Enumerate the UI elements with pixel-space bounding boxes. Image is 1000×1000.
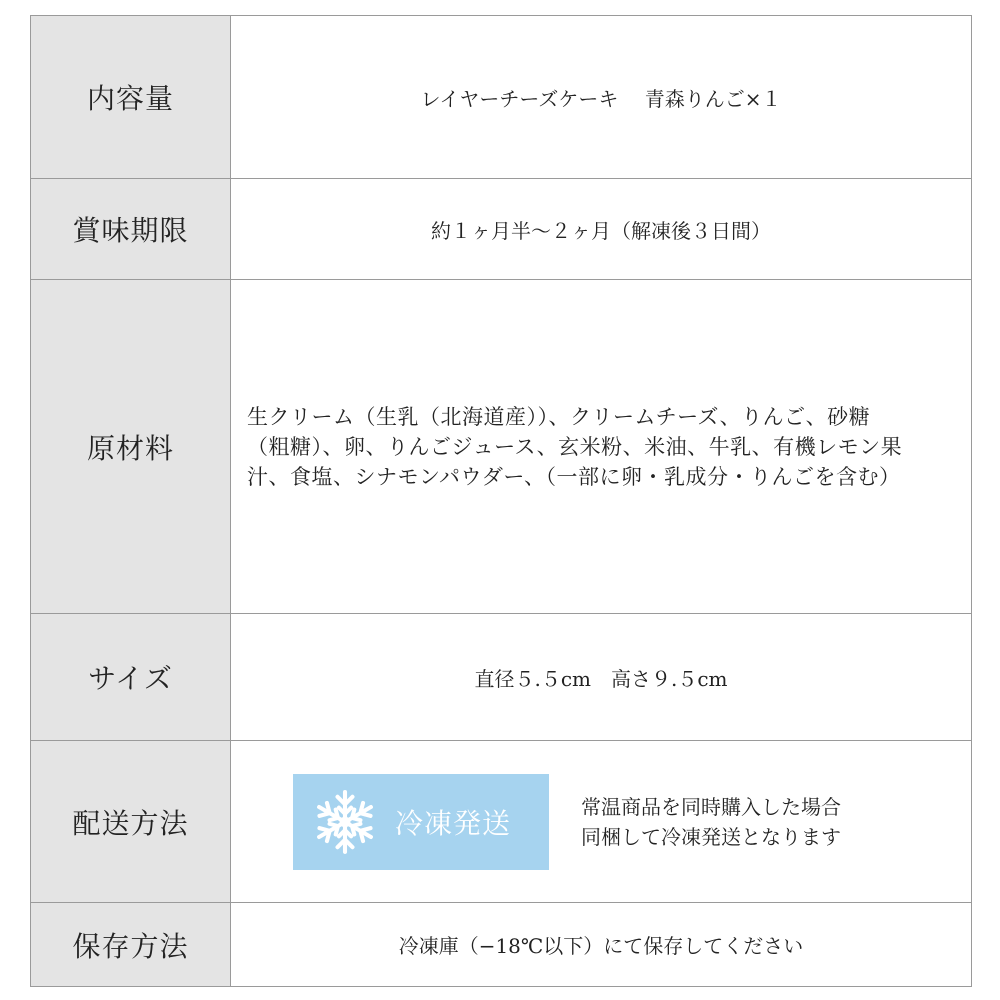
row-shipping [31, 741, 971, 903]
row-contents [31, 16, 971, 179]
ingredients-line: 生クリーム（生乳（北海道産））、クリームチーズ、りんご、砂糖 [247, 404, 871, 429]
best-before-label: 賞味期限 [31, 179, 231, 279]
ingredients-value [231, 280, 971, 613]
storage-value: 冷凍庫（−18℃以下）にて保存してください [398, 934, 804, 958]
shipping-label: 配送方法 [31, 741, 231, 902]
ingredients-line: 汁、食塩、シナモンパウダー、（一部に卵・乳成分・りんごを含む） [247, 464, 901, 489]
size-label: サイズ [31, 614, 231, 740]
ingredients-text [247, 402, 902, 492]
shipping-note-line: 常温商品を同時購入した場合 [581, 794, 841, 819]
snowflake-icon [311, 788, 379, 856]
row-size [31, 614, 971, 741]
best-before-value: 約１ヶ月半～２ヶ月（解凍後３日間） [431, 218, 771, 243]
size-value: 直径５.５cm 高さ９.５cm [474, 666, 728, 691]
row-storage [31, 903, 971, 987]
product-info-table [30, 15, 972, 987]
shipping-content [245, 774, 957, 870]
shipping-note-line: 同梱して冷凍発送となります [581, 824, 841, 849]
shipping-value [231, 741, 971, 902]
contents-value: レイヤーチーズケーキ 青森りんご×１ [420, 86, 782, 111]
ingredients-label: 原材料 [31, 280, 231, 613]
frozen-shipping-badge-text: 冷凍発送 [395, 806, 512, 840]
frozen-shipping-badge [293, 774, 549, 870]
contents-label: 内容量 [31, 16, 231, 178]
row-ingredients [31, 280, 971, 614]
row-best-before [31, 179, 971, 280]
shipping-note [581, 792, 841, 852]
ingredients-line: （粗糖）、卵、りんごジュース、玄米粉、米油、牛乳、有機レモン果 [247, 434, 903, 459]
storage-label: 保存方法 [31, 903, 231, 986]
